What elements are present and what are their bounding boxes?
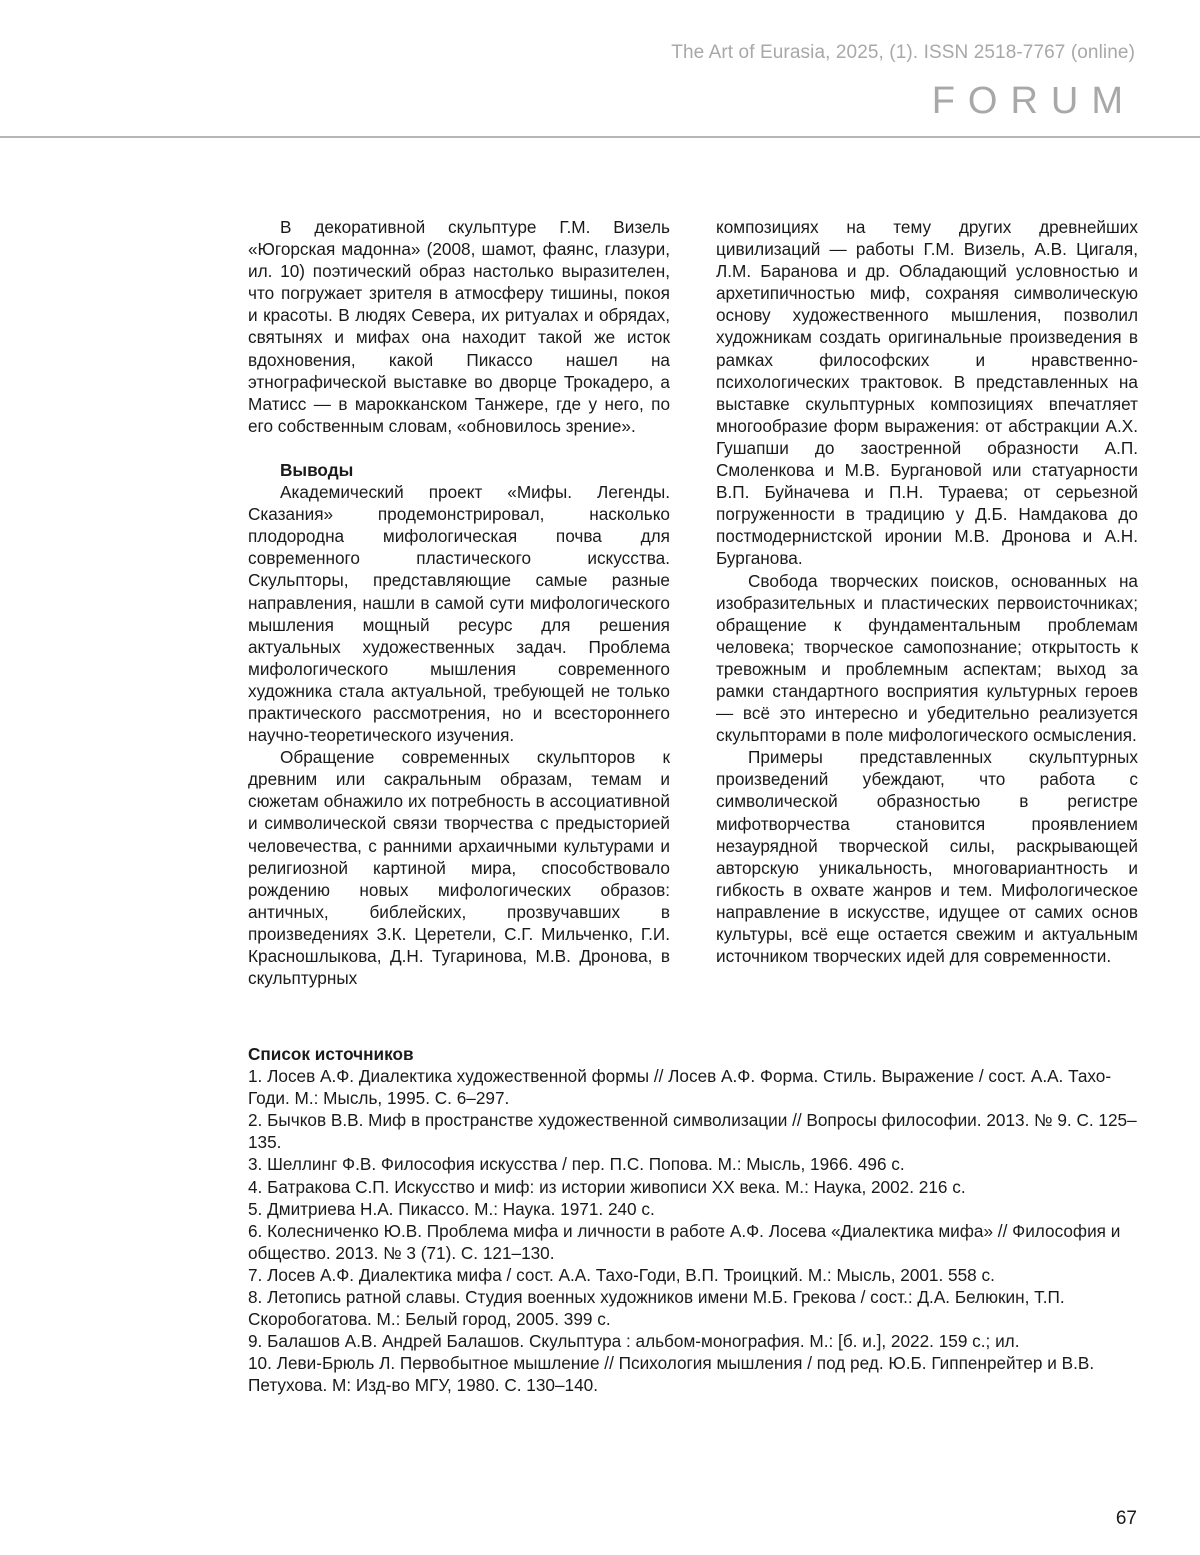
reference-item: 10. Леви-Брюль Л. Первобытное мышление // Психология мышления / под ред. Ю.Б. Гиппенрейтер и В.В. Петухова. М: Изд-во МГУ, 1980. С. 130–140. [248,1353,1095,1396]
conclusions-paragraph-1: Академический проект «Мифы. Легенды. Сказания» продемонстрировал, насколько плодородна мифологическая почва для современного пластического искусства. Скульпторы, представляющие самые разные направления, нашли в самой сути мифологического мышления мощный ресурс для решения актуальных художественных задач. Проблема мифологического мышления современного художника стала актуальной, требующей не только практического рассмотрения, но и всестороннего научно-теоретического изучения. [248,482,670,746]
reference-item: 6. Колесниченко Ю.В. Проблема мифа и личности в работе А.Ф. Лосева «Диалектика мифа» // Философия и общество. 2013. № 3 (71). С. 121–130. [248,1220,1121,1263]
reference-item: 7. Лосев А.Ф. Диалектика мифа / сост. А.А. Тахо-Годи, В.П. Троицкий. М.: Мысль, 2001. 558 с. [248,1264,995,1285]
conclusions-paragraph-2: Обращение современных скульпторов к древним или сакральным образам, темам и сюжетам обнажило их потребность в ассоциативной и символической связи творчества с предысторией человечества, с ранними архаичными культурами и религиозной картиной мира, способствовало рождению новых мифологических образов: античных, библейских, прозвучавших в произведениях З.К. Церетели, С.Г. Мильченко, Г.И. Красношлыкова, Д.Н. Тугаринова, М.В. Дронова, в скульптурных [248,747,670,989]
reference-item: 2. Бычков В.В. Миф в пространстве художественной символизации // Вопросы философии. 2013. № 9. С. 125–135. [248,1110,1137,1153]
header-divider [0,136,1200,138]
reference-item: 8. Летопись ратной славы. Студия военных художников имени М.Б. Грекова / сост.: Д.А. Белюкин, Т.П. Скоробогатова. М.: Белый город, 2005. 399 с. [248,1287,1065,1330]
page-number: 67 [1115,1508,1137,1529]
left-column [248,216,670,989]
continued-paragraph: композициях на тему других древнейших цивилизаций — работы Г.М. Визель, А.В. Цигаля, Л.М. Баранова и др. Обладающий условностью и архетипичностью миф, сохраняя символическую основу художественного мышления, позволил художникам создать оригинальные произведения в рамках философских и нравственно-психологических трактовок. В представленных на выставке скульптурных композициях впечатляет многообразие форм выражения: от абстракции А.Х. Гушапши до заостренной образности А.П. Смоленкова и М.В. Бургановой или статуарности В.П. Буйначева и П.Н. Тураева; от серьезной погруженности в традицию у Д.Б. Намдакова до постмодернистской иронии М.В. Дронова и А.Н. Бурганова. [716,217,1138,569]
reference-item: 3. Шеллинг Ф.В. Философия искусства / пер. П.С. Попова. М.: Мысль, 1966. 496 с. [248,1154,905,1175]
reference-item: 4. Батракова С.П. Искусство и миф: из истории живописи XX века. М.: Наука, 2002. 216 с. [248,1176,966,1197]
conclusions-heading: Выводы [280,459,354,480]
reference-item: 5. Дмитриева Н.А. Пикассо. М.: Наука. 1971. 240 с. [248,1198,655,1219]
body-paragraph-2: Свобода творческих поисков, основанных на изобразительных и пластических первоисточниках; обращение к фундаментальным проблемам человека; творческое самопознание; открытость к тревожным и проблемным аспектам; выход за рамки стандартного восприятия культурных героев — всё это интересно и убедительно реализуется скульпторами в поле мифологического осмысления. [716,570,1138,746]
intro-paragraph: В декоративной скульптуре Г.М. Визель «Югорская мадонна» (2008, шамот, фаянс, глазури, ил. 10) поэтический образ настолько выразителен, что погружает зрителя в атмосферу тишины, покоя и красоты. В людях Севера, их ритуалах и обрядах, святынях и мифах она находит такой же исток вдохновения, какой Пикассо нашел на этнографической выставке во дворце Трокадеро, а Матисс — в марокканском Танжере, где у него, по его собственным словам, «обновилось зрение». [248,217,670,436]
body-paragraph-3: Примеры представленных скульптурных произведений убеждают, что работа с символической образностью в регистре мифотворчества становится проявлением незаурядной творческой силы, раскрывающей авторскую уникальность, многовариантность и гибкость в охвате жанров и тем. Мифологическое направление в искусстве, идущее от самих основ культуры, всё еще остается свежим и актуальным источником творческих идей для современности. [716,747,1138,967]
reference-item: 9. Балашов А.В. Андрей Балашов. Скульптура : альбом-монография. М.: [б. и.], 2022. 159 с.; ил. [248,1331,1020,1352]
right-column [716,216,1138,967]
section-label: FORUM [931,80,1136,122]
reference-item: 1. Лосев А.Ф. Диалектика художественной формы // Лосев А.Ф. Форма. Стиль. Выражение / сост. А.А. Тахо-Годи. М.: Мысль, 1995. С. 6–297. [248,1066,1112,1109]
references-heading: Список источников [248,1044,414,1064]
journal-citation: The Art of Eurasia, 2025, (1). ISSN 2518-7767 (online) [671,42,1135,63]
references-section [248,1043,1148,1397]
